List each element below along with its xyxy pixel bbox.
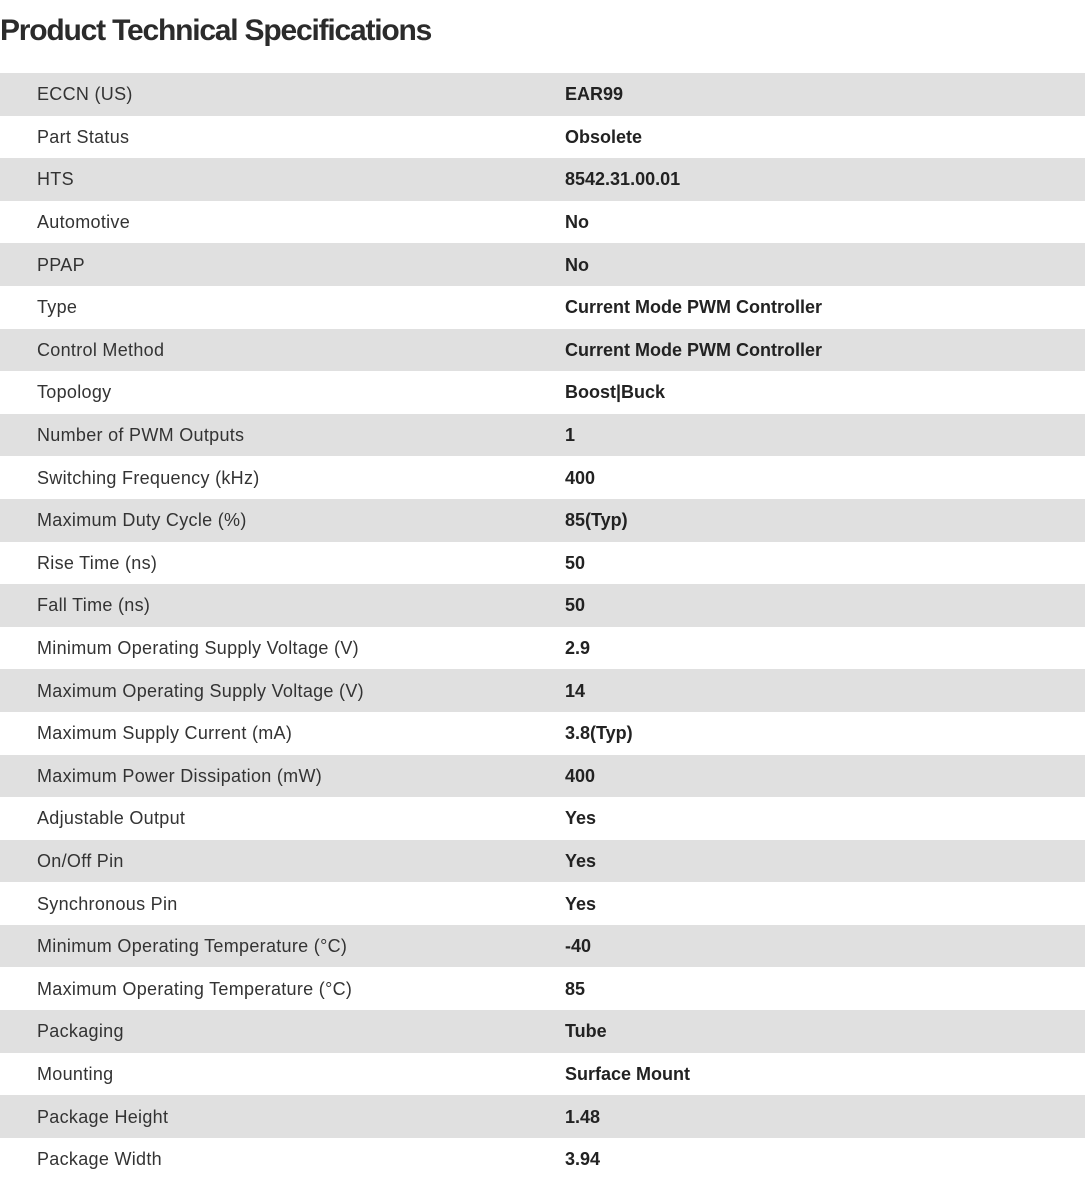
- spec-value: Current Mode PWM Controller: [565, 339, 822, 360]
- spec-row-type: [0, 286, 1085, 329]
- spec-label: On/Off Pin: [37, 850, 124, 871]
- spec-value: Yes: [565, 850, 597, 871]
- spec-row-synchronous-pin: [0, 882, 1085, 925]
- spec-label: Maximum Operating Temperature (°C): [37, 978, 353, 999]
- spec-row-control-method: [0, 329, 1085, 372]
- spec-value: Yes: [565, 808, 597, 829]
- spec-row-package-width: [0, 1138, 1085, 1180]
- spec-label: Automotive: [37, 212, 131, 233]
- spec-table: [0, 73, 1085, 1180]
- spec-value: 2.9: [565, 638, 591, 659]
- spec-row-adjustable-output: [0, 797, 1085, 840]
- spec-row-ppap: [0, 243, 1085, 286]
- spec-label: HTS: [37, 169, 74, 190]
- spec-value: 50: [565, 552, 586, 573]
- spec-row-eccn: [0, 73, 1085, 116]
- spec-label: Maximum Supply Current (mA): [37, 723, 293, 744]
- spec-label: Minimum Operating Supply Voltage (V): [37, 638, 359, 659]
- spec-label: Maximum Operating Supply Voltage (V): [37, 680, 364, 701]
- spec-value: Surface Mount: [565, 1063, 691, 1084]
- spec-row-min-temperature: [0, 925, 1085, 968]
- spec-row-automotive: [0, 201, 1085, 244]
- spec-row-hts: [0, 158, 1085, 201]
- spec-row-max-supply-current: [0, 712, 1085, 755]
- spec-value: Tube: [565, 1021, 607, 1042]
- spec-label: Synchronous Pin: [37, 893, 178, 914]
- spec-label: Maximum Duty Cycle (%): [37, 510, 247, 531]
- spec-value: No: [565, 254, 589, 275]
- spec-label: Type: [37, 297, 78, 318]
- spec-row-packaging: [0, 1010, 1085, 1053]
- spec-value: 85: [565, 978, 586, 999]
- spec-value: 1: [565, 425, 576, 446]
- spec-row-part-status: [0, 116, 1085, 159]
- spec-label: Package Width: [37, 1149, 162, 1170]
- spec-value: 400: [565, 765, 596, 786]
- spec-value: -40: [565, 936, 592, 957]
- spec-value: Current Mode PWM Controller: [565, 297, 822, 318]
- spec-label: Package Height: [37, 1106, 169, 1127]
- spec-row-package-height: [0, 1095, 1085, 1138]
- spec-label: Rise Time (ns): [37, 552, 158, 573]
- spec-row-max-power-dissipation: [0, 755, 1085, 798]
- spec-value: 85(Typ): [565, 510, 628, 531]
- spec-row-rise-time: [0, 542, 1085, 585]
- spec-value: No: [565, 212, 589, 233]
- spec-label: PPAP: [37, 254, 85, 275]
- spec-label: Fall Time (ns): [37, 595, 151, 616]
- page-title: Product Technical Specifications: [0, 14, 432, 47]
- spec-label: Control Method: [37, 339, 165, 360]
- spec-value: 3.94: [565, 1149, 601, 1170]
- spec-label: Topology: [37, 382, 112, 403]
- spec-value: 14: [565, 680, 586, 701]
- spec-label: Part Status: [37, 126, 130, 147]
- spec-row-pwm-outputs: [0, 414, 1085, 457]
- spec-row-duty-cycle: [0, 499, 1085, 542]
- spec-value: Obsolete: [565, 126, 643, 147]
- spec-value: Boost|Buck: [565, 382, 666, 403]
- spec-row-fall-time: [0, 584, 1085, 627]
- spec-row-on-off-pin: [0, 840, 1085, 883]
- spec-label: Packaging: [37, 1021, 124, 1042]
- spec-label: Switching Frequency (kHz): [37, 467, 260, 488]
- spec-label: ECCN (US): [37, 84, 133, 105]
- spec-label: Minimum Operating Temperature (°C): [37, 936, 348, 957]
- spec-value: 400: [565, 467, 596, 488]
- spec-row-min-supply-voltage: [0, 627, 1085, 670]
- spec-row-max-supply-voltage: [0, 669, 1085, 712]
- spec-row-max-temperature: [0, 967, 1085, 1010]
- spec-label: Adjustable Output: [37, 808, 186, 829]
- spec-row-topology: [0, 371, 1085, 414]
- spec-label: Mounting: [37, 1063, 114, 1084]
- spec-value: Yes: [565, 893, 597, 914]
- spec-label: Maximum Power Dissipation (mW): [37, 765, 323, 786]
- spec-value: 3.8(Typ): [565, 723, 633, 744]
- spec-value: EAR99: [565, 84, 624, 105]
- spec-row-mounting: [0, 1053, 1085, 1096]
- spec-value: 50: [565, 595, 586, 616]
- spec-row-switching-frequency: [0, 456, 1085, 499]
- spec-label: Number of PWM Outputs: [37, 425, 245, 446]
- spec-value: 1.48: [565, 1106, 601, 1127]
- spec-value: 8542.31.00.01: [565, 169, 681, 190]
